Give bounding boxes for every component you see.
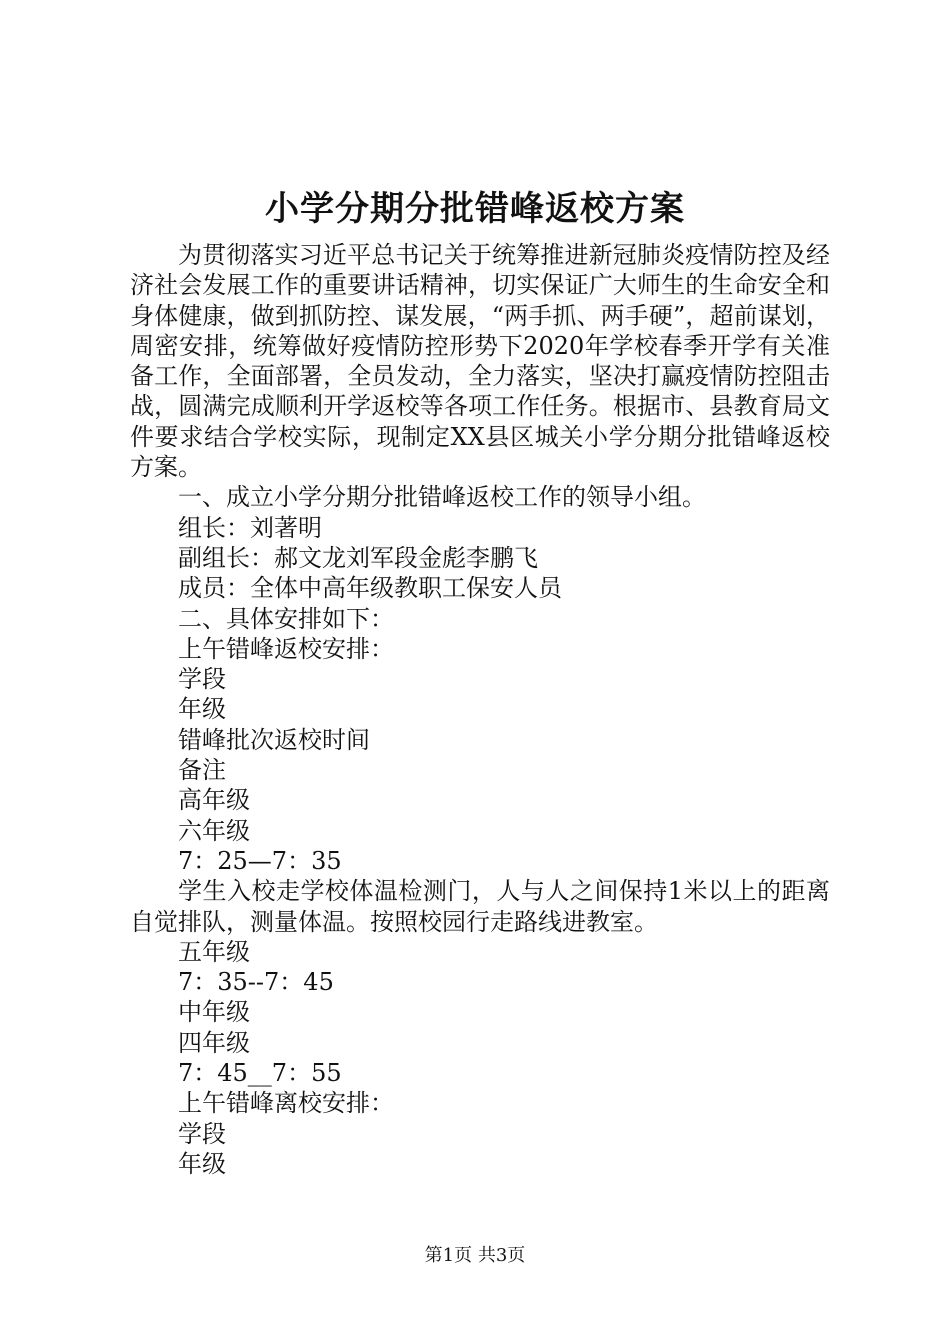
- arrival-row1-time: 7：25—7：35: [178, 846, 342, 875]
- document-title: 小学分期分批错峰返校方案: [265, 189, 685, 229]
- arrival-col-time: 错峰批次返校时间: [178, 725, 370, 754]
- arrival-row1-grade: 六年级: [178, 816, 250, 845]
- page-footer: 第1页 共3页: [424, 1245, 526, 1266]
- arrival-row1-stage: 高年级: [178, 786, 250, 815]
- section-1-heading: 一、成立小学分期分批错峰返校工作的领导小组。: [178, 483, 706, 512]
- arrival-col-grade: 年级: [178, 695, 226, 724]
- departure-col-grade: 年级: [178, 1149, 226, 1178]
- arrival-row3-grade: 四年级: [178, 1028, 250, 1057]
- morning-departure-heading: 上午错峰离校安排：: [178, 1089, 394, 1118]
- arrival-col-note: 备注: [178, 756, 226, 785]
- leader-line: 组长：刘著明: [178, 513, 322, 542]
- section-2-heading: 二、具体安排如下：: [178, 604, 394, 633]
- arrival-col-stage: 学段: [178, 665, 226, 694]
- arrival-row2-time: 7：35--7：45: [178, 968, 334, 997]
- departure-col-stage: 学段: [178, 1119, 226, 1148]
- deputy-leaders-line: 副组长：郝文龙刘军段金彪李鹏飞: [178, 543, 538, 572]
- arrival-row2-grade: 五年级: [178, 937, 250, 966]
- arrival-row3-time: 7：45__7：55: [178, 1059, 342, 1088]
- morning-arrival-heading: 上午错峰返校安排：: [178, 634, 394, 663]
- arrival-row3-stage: 中年级: [178, 998, 250, 1027]
- intro-paragraph: 为贯彻落实习近平总书记关于统筹推进新冠肺炎疫情防控及经济社会发展工作的重要讲话精神，切实保证广大师生的生命安全和身体健康，做到抓防控、谋发展，“两手抓、两手硬”，超前谋划，周密安排，统筹做好疫情防控形势下2020年学校春季开学有关准备工作，全面部署，全员发动，全力落实，坚决打赢疫情防控阻击战，圆满完成顺利开学返校等各项工作任务。根据市、县教育局文件要求结合学校实际，现制定XX县区城关小学分期分批错峰返校方案。: [130, 241, 830, 482]
- members-line: 成员：全体中高年级教职工保安人员: [178, 574, 562, 603]
- arrival-row1-note: 学生入校走学校体温检测门，人与人之间保持1米以上的距离自觉排队，测量体温。按照校园行走路线进教室。: [130, 877, 830, 936]
- document-body: [130, 240, 830, 1179]
